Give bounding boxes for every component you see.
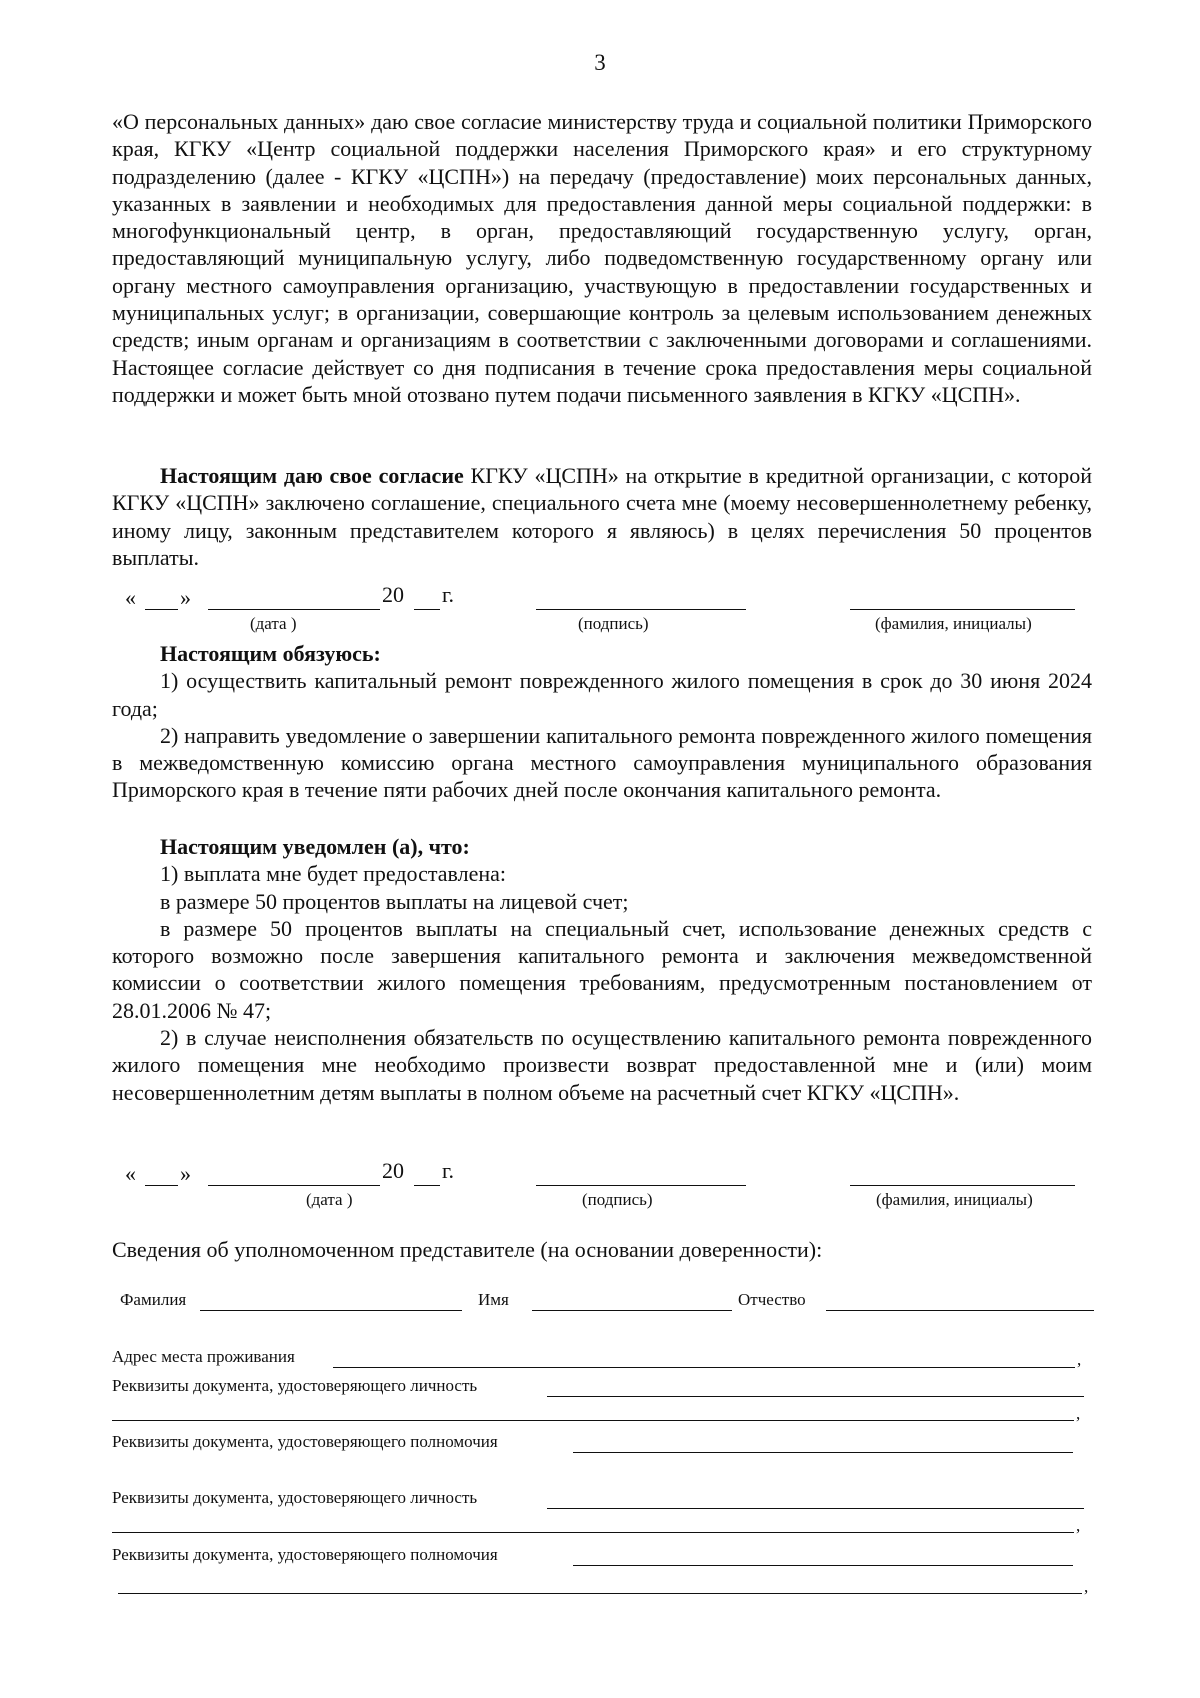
name-line-2[interactable] — [850, 1185, 1075, 1186]
date-close-quote-2: » — [180, 1161, 191, 1186]
id-document-label-2: Реквизиты документа, удостоверяющего личность — [112, 1488, 478, 1507]
day-line[interactable] — [145, 609, 178, 610]
notice-heading — [112, 833, 1092, 860]
authority-document-field-2-cont[interactable] — [118, 1593, 1082, 1594]
month-line-2[interactable] — [208, 1185, 380, 1186]
page-number: 3 — [594, 50, 606, 75]
date-caption-2: (дата ) — [306, 1190, 353, 1209]
obligations-heading-text: Настоящим обязуюсь: — [160, 641, 381, 666]
signature-row-1 — [0, 582, 1200, 638]
day-line-2[interactable] — [145, 1185, 178, 1186]
id-document-field-1[interactable] — [547, 1396, 1084, 1397]
address-comma: , — [1077, 1350, 1082, 1369]
first-name-field[interactable] — [532, 1310, 732, 1311]
representative-heading-block — [112, 1236, 1092, 1263]
account-consent-paragraph — [112, 462, 1092, 571]
notice-item-1a: в размере 50 процентов выплаты на лицевой счет; — [160, 888, 629, 914]
year-prefix-2: 20 — [382, 1158, 404, 1183]
authority-document-comma-2: , — [1084, 1577, 1089, 1596]
authority-document-label-2: Реквизиты документа, удостоверяющего полномочия — [112, 1545, 498, 1564]
obligation-item-2: 2) направить уведомление о завершении капитального ремонта поврежденного жилого помещения в межведомственную комиссию органа местного самоуправления муниципального образования Приморского края в течение пяти рабочих дней после окончания капитального ремонта. — [112, 722, 1092, 803]
notice-item-1: 1) выплата мне будет предоставлена: — [160, 861, 506, 887]
obligations-heading — [112, 640, 1092, 667]
signature-caption: (подпись) — [578, 614, 649, 633]
notice-item-2: 2) в случае неисполнения обязательств по осуществлению капитального ремонта поврежденного жилого помещения мне необходимо произвести возврат предоставленной мне и (или) моим несовершеннолетним детям выплаты в полном объеме на расчетный счет КГКУ «ЦСПН». — [112, 1025, 1092, 1105]
first-name-label: Имя — [478, 1290, 509, 1309]
id-document-field-2-cont[interactable] — [112, 1532, 1074, 1533]
id-document-field-1-cont[interactable] — [112, 1420, 1074, 1421]
year-line[interactable] — [414, 609, 440, 610]
date-open-quote: « — [125, 585, 136, 610]
signature-line[interactable] — [536, 609, 746, 610]
id-document-label-1: Реквизиты документа, удостоверяющего личность — [112, 1376, 478, 1395]
notice-heading-text: Настоящим уведомлен (а), что: — [160, 834, 470, 859]
id-document-field-2[interactable] — [547, 1508, 1084, 1509]
surname-label: Фамилия — [120, 1290, 187, 1309]
account-consent-block — [112, 462, 1092, 571]
year-line-2[interactable] — [414, 1185, 440, 1186]
surname-field[interactable] — [200, 1310, 462, 1311]
representative-heading: Сведения об уполномоченном представителе (на основании доверенности): — [112, 1237, 823, 1262]
obligation-item-1: 1) осуществить капитальный ремонт поврежденного жилого помещения в срок до 30 июня 2024 года; — [112, 668, 1092, 721]
signature-caption-2: (подпись) — [582, 1190, 653, 1209]
name-line[interactable] — [850, 609, 1075, 610]
signature-row-2 — [0, 1158, 1200, 1214]
date-close-quote: » — [180, 585, 191, 610]
authority-document-field-1[interactable] — [573, 1452, 1073, 1453]
consent-paragraph-block — [112, 108, 1092, 408]
representative-form — [0, 1290, 1200, 1620]
address-label: Адрес места проживания — [112, 1347, 295, 1366]
notice-block — [112, 833, 1092, 1106]
account-consent-lead: Настоящим даю свое согласие — [160, 463, 464, 488]
year-prefix: 20 — [382, 582, 404, 607]
account-consent-text: КГКУ «ЦСПН» на открытие в кредитной организации, с которой КГКУ «ЦСПН» заключено соглашение, специального счета мне (моему несовершеннолетнему ребенку, иному лицу, законным представителем которого я являюсь) в целях перечисления 50 процентов выплаты. — [112, 463, 1092, 570]
year-suffix-2: г. — [442, 1158, 455, 1183]
notice-item-1b: в размере 50 процентов выплаты на специальный счет, использование денежных средств с которого возможно после завершения капитального ремонта и заключения межведомственной комиссии о соответствии жилого помещения требованиям, предусмотренным постановлением от 28.01.2006 № 47; — [112, 915, 1092, 1023]
patronymic-field[interactable] — [826, 1310, 1094, 1311]
consent-paragraph: «О персональных данных» даю свое согласие министерству труда и социальной политики Приморского края, КГКУ «Центр социальной поддержки населения Приморского края» и его структурному подразделению (далее - КГКУ «ЦСПН») на передачу (предоставление) моих персональных данных, указанных в заявлении и необходимых для предоставления данной меры социальной поддержки: в многофункциональный центр, в орган, предоставляющий государственную услугу, орган, предоставляющий муниципальную услугу, либо подведомственную государственному органу или органу местного самоуправления организацию, участвующую в предоставлении государственных и муниципальных услуг; в организации, совершающие контроль за целевым использованием денежных средств; иным органам и организациям в соответствии с заключенными договорами и соглашениями. Настоящее согласие действует со дня подписания в течение срока предоставления меры социальной поддержки и может быть мной отозвано путем подачи письменного заявления в КГКУ «ЦСПН». — [112, 109, 1092, 407]
patronymic-label: Отчество — [738, 1290, 806, 1309]
signature-line-2[interactable] — [536, 1185, 746, 1186]
authority-document-field-2[interactable] — [573, 1565, 1073, 1566]
name-caption: (фамилия, инициалы) — [875, 614, 1032, 633]
id-document-comma-1: , — [1076, 1404, 1081, 1423]
id-document-comma-2: , — [1076, 1516, 1081, 1535]
obligations-block — [112, 640, 1092, 804]
address-field[interactable] — [333, 1367, 1075, 1368]
year-suffix: г. — [442, 582, 455, 607]
date-caption: (дата ) — [250, 614, 297, 633]
name-caption-2: (фамилия, инициалы) — [876, 1190, 1033, 1209]
date-open-quote-2: « — [125, 1161, 136, 1186]
month-line[interactable] — [208, 609, 380, 610]
authority-document-label-1: Реквизиты документа, удостоверяющего полномочия — [112, 1432, 498, 1451]
